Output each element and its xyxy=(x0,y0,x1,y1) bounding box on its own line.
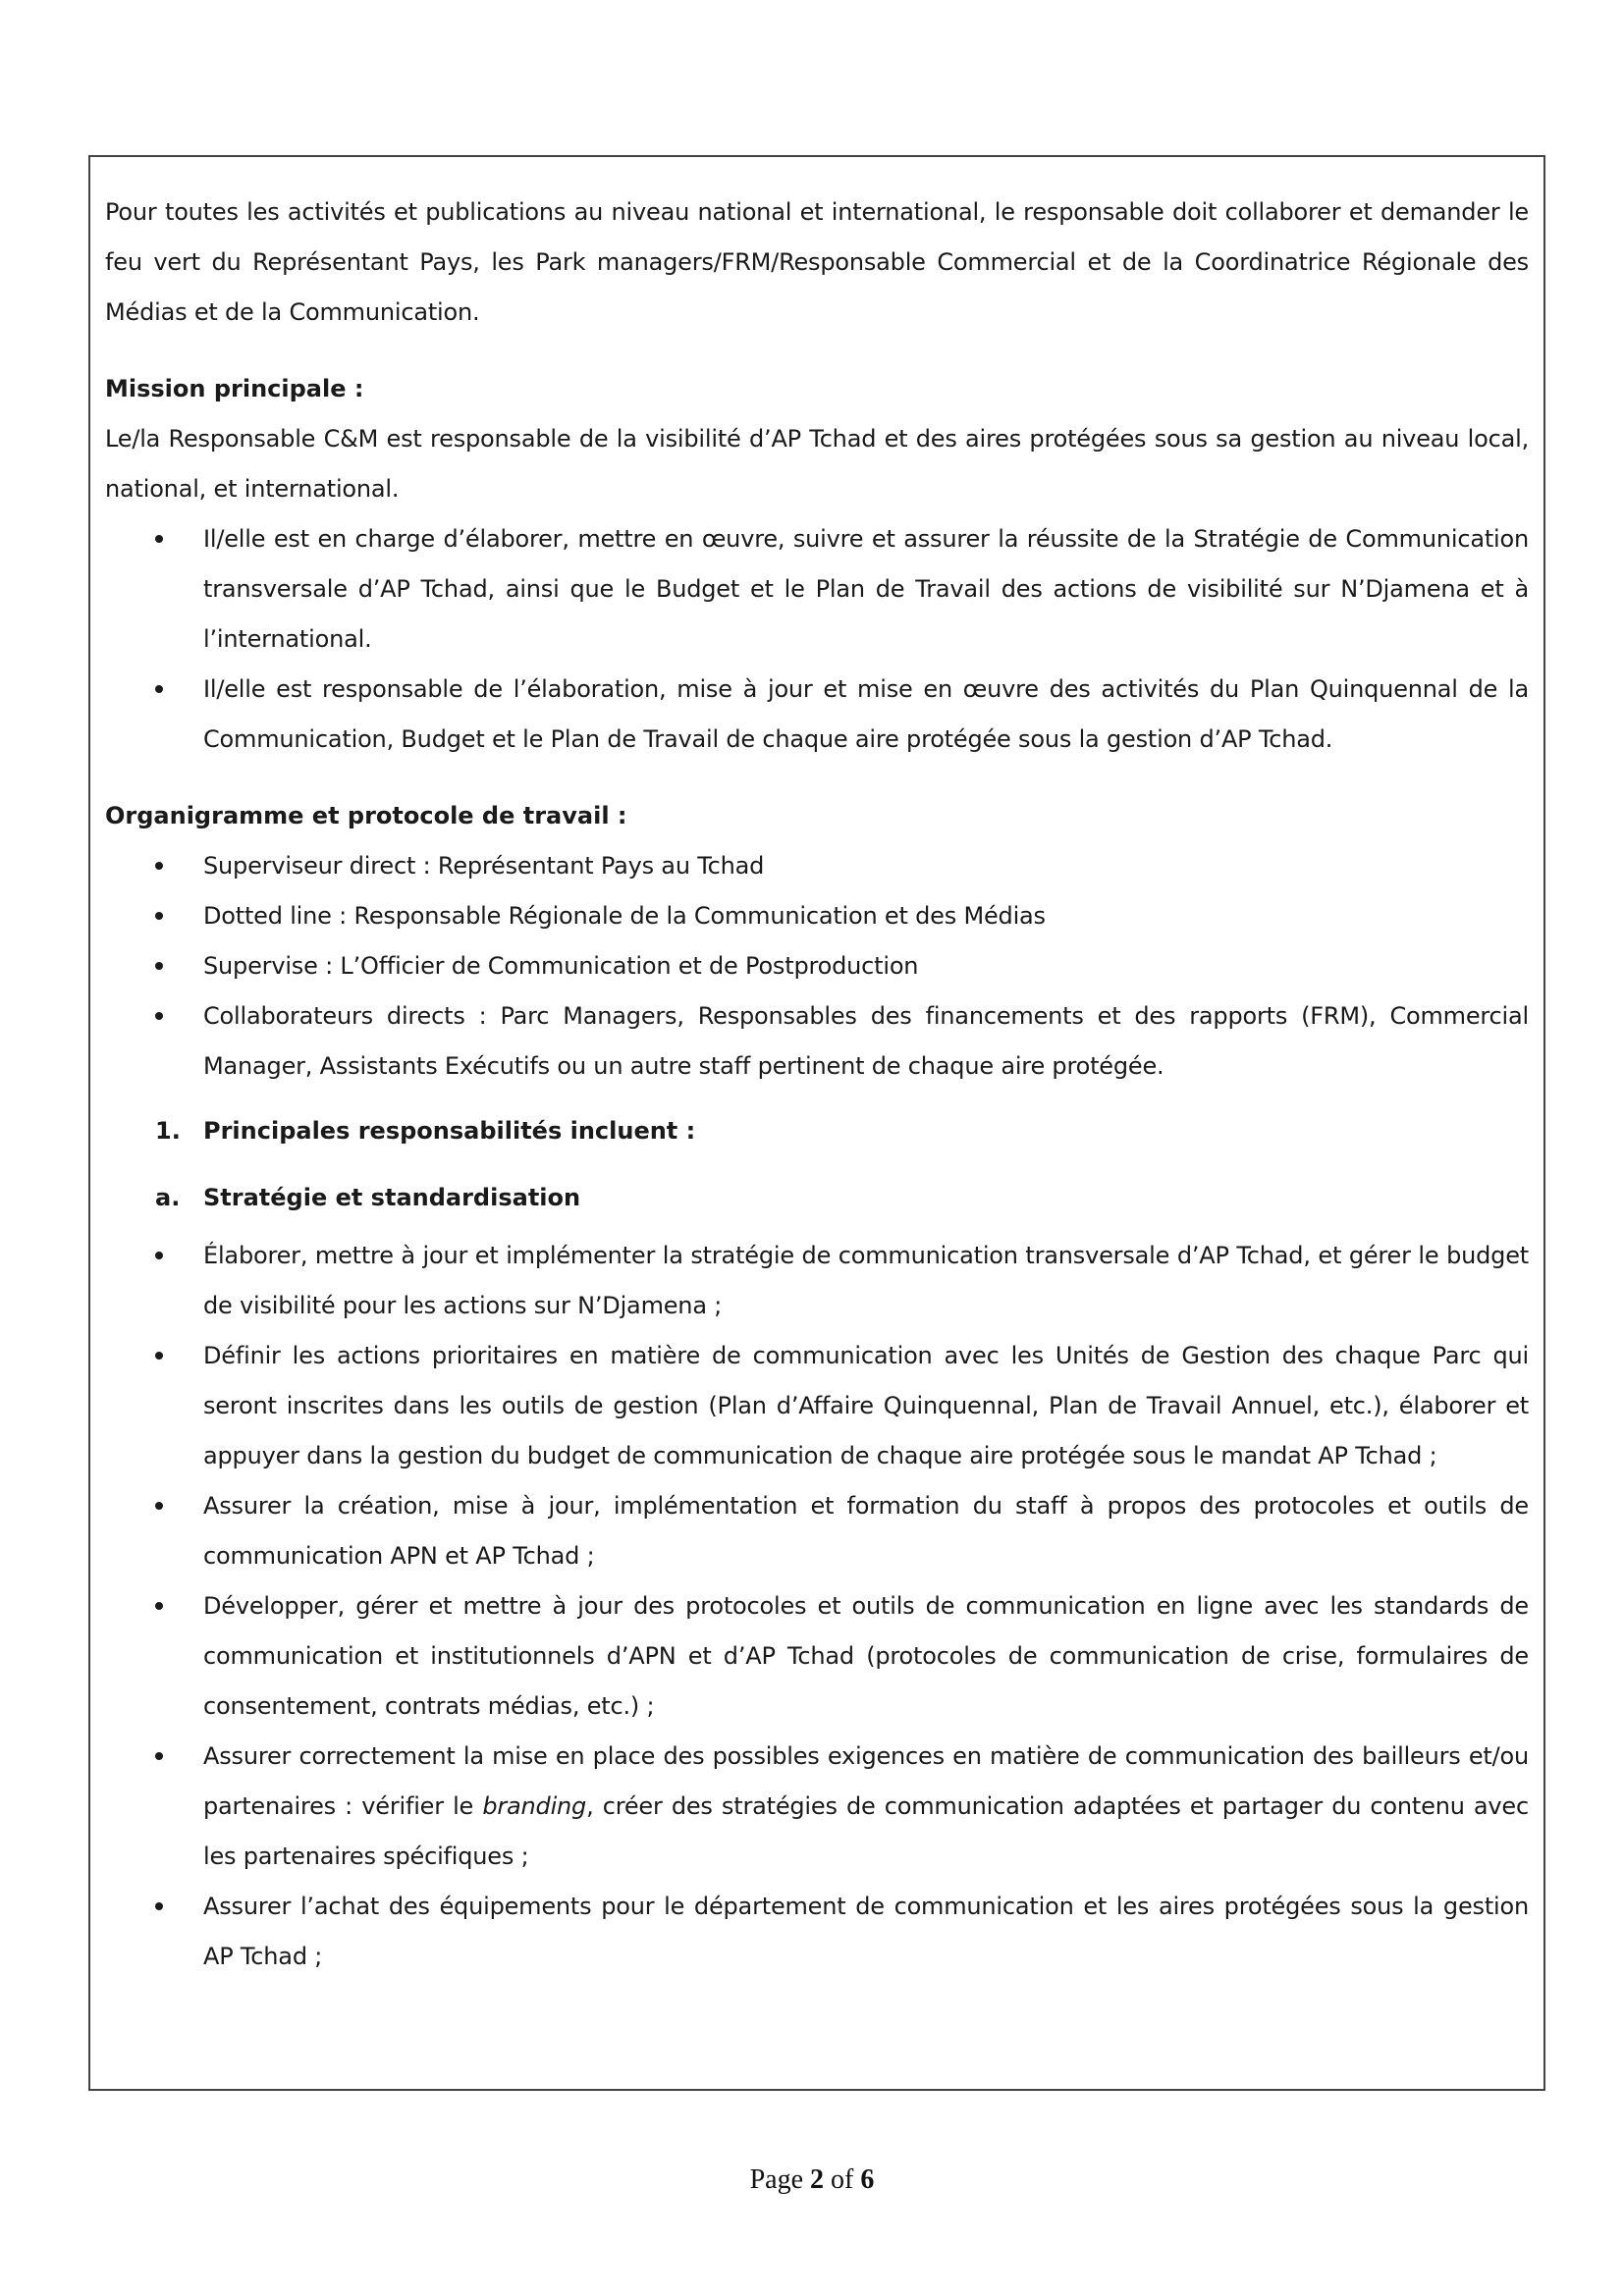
bullet-icon xyxy=(155,685,163,693)
list-item: Dotted line : Responsable Régionale de la Communication et des Médias xyxy=(105,891,1529,941)
bullet-icon xyxy=(155,1602,163,1610)
list-item: Développer, gérer et mettre à jour des protocoles et outils de communication en ligne avec les standards de communication et institutionnels d’APN et d’AP Tchad (protocoles de communication de crise, formulaires de consentement, contrats médias, etc.) ; xyxy=(105,1581,1529,1732)
bullet-icon xyxy=(155,1902,163,1910)
total-pages-number: 6 xyxy=(860,2164,875,2195)
bullet-icon xyxy=(155,862,163,870)
list-item: Élaborer, mettre à jour et implémenter la stratégie de communication transversale d’AP Tchad, et gérer le budget de visibilité pour les actions sur N’Djamena ; xyxy=(105,1231,1529,1331)
list-item: Il/elle est responsable de l’élaboration, mise à jour et mise en œuvre des activités du Plan Quinquennal de la Communication, Budget et le Plan de Travail de chaque aire protégée sous la gestion d’AP Tchad. xyxy=(105,665,1529,765)
subsection-letter: a. xyxy=(155,1184,181,1211)
organigramme-heading: Organigramme et protocole de travail : xyxy=(105,802,627,829)
section-number: 1. xyxy=(155,1117,181,1145)
mission-heading: Mission principale : xyxy=(105,375,364,402)
list-item: Supervise : L’Officier de Communication et de Postproduction xyxy=(105,941,1529,991)
responsabilites-heading: 1. Principales responsabilités incluent : xyxy=(105,1106,1529,1156)
organigramme-bullets xyxy=(105,841,1529,1092)
strategie-heading: a. Stratégie et standardisation xyxy=(105,1173,1529,1223)
page-word: Page xyxy=(749,2164,804,2195)
list-item: Assurer la création, mise à jour, implémentation et formation du staff à propos des protocoles et outils de communication APN et AP Tchad ; xyxy=(105,1481,1529,1581)
page-footer xyxy=(0,2164,1624,2196)
bullet-icon xyxy=(155,1252,163,1259)
list-item: Assurer l’achat des équipements pour le département de communication et les aires protégées sous la gestion AP Tchad ; xyxy=(105,1882,1529,1982)
list-item: Il/elle est en charge d’élaborer, mettre en œuvre, suivre et assurer la réussite de la Stratégie de Communication transversale d’AP Tchad, ainsi que le Budget et le Plan de Travail des actions de visibilité sur N’Djamena et à l’international. xyxy=(105,514,1529,665)
list-item: Assurer correctement la mise en place des possibles exigences en matière de communication des bailleurs et/ou partenaires : vérifier le branding, créer des stratégies de communication adaptées et partager du contenu avec les partenaires spécifiques ; xyxy=(105,1732,1529,1882)
bullet-icon xyxy=(155,912,163,920)
list-item: Collaborateurs directs : Parc Managers, Responsables des financements et des rapports (FRM), Commercial Manager, Assistants Exécutifs ou un autre staff pertinent de chaque aire protégée. xyxy=(105,991,1529,1092)
of-word: of xyxy=(831,2164,854,2195)
bullet-icon xyxy=(155,1752,163,1760)
list-item: Superviseur direct : Représentant Pays au Tchad xyxy=(105,841,1529,891)
bullet-icon xyxy=(155,535,163,543)
strategie-bullets xyxy=(105,1231,1529,1982)
mission-bullets xyxy=(105,514,1529,765)
list-item: Définir les actions prioritaires en matière de communication avec les Unités de Gestion des chaque Parc qui seront inscrites dans les outils de gestion (Plan d’Affaire Quinquennal, Plan de Travail Annuel, etc.), élaborer et appuyer dans la gestion du budget de communication de chaque aire protégée sous le mandat AP Tchad ; xyxy=(105,1331,1529,1481)
mission-text: Le/la Responsable C&M est responsable de la visibilité d’AP Tchad et des aires protégées sous sa gestion au niveau local, national, et international. xyxy=(105,425,1529,503)
bullet-icon xyxy=(155,1352,163,1360)
bullet-icon xyxy=(155,1502,163,1510)
intro-paragraph: Pour toutes les activités et publications au niveau national et international, le responsable doit collaborer et demander le feu vert du Représentant Pays, les Park managers/FRM/Responsable Commercial et de la Coordinatrice Régionale des Médias et de la Communication. xyxy=(105,198,1529,326)
bullet-icon xyxy=(155,962,163,970)
content-frame xyxy=(88,155,1545,2091)
bullet-icon xyxy=(155,1012,163,1020)
current-page-number: 2 xyxy=(810,2164,825,2195)
branding-term: branding xyxy=(482,1792,587,1820)
